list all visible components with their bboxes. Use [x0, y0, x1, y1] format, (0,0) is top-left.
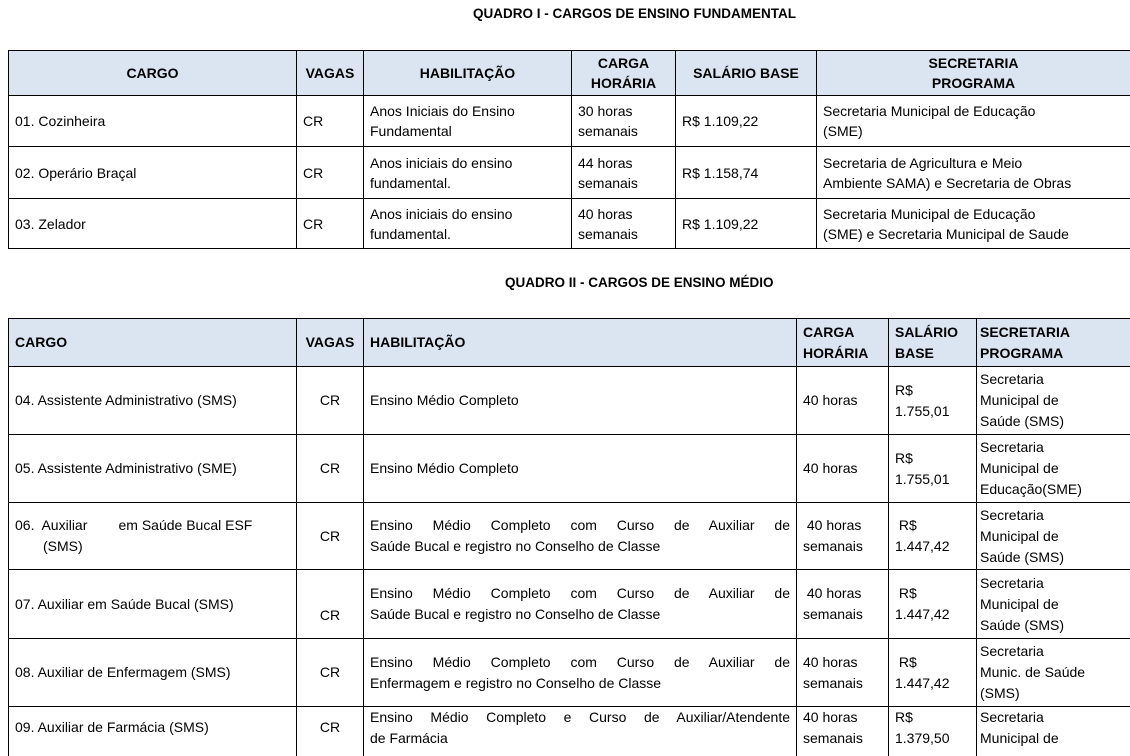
- header-text: HORÁRIA: [803, 344, 869, 361]
- cell-text: Secretaria: [980, 709, 1044, 725]
- cell-text: semanais: [578, 174, 638, 191]
- table-row: [9, 503, 1130, 570]
- col-header-carga-horaria: [572, 51, 676, 96]
- cell-text: (SME) e Secretaria Municipal de Saude: [823, 225, 1069, 242]
- cell-habilitacao: [364, 503, 797, 570]
- cell-vagas: CR: [297, 96, 364, 147]
- cell-salario: R$ 1.158,74: [676, 147, 817, 199]
- cell-vagas: CR: [297, 367, 364, 435]
- cell-text: 1.755,01: [895, 470, 950, 487]
- cell-text: Secretaria: [980, 439, 1044, 455]
- cell-habilitacao: [364, 707, 797, 756]
- cell-cargo: [9, 503, 297, 570]
- cell-carga: [797, 570, 889, 639]
- cell-text: semanais: [803, 730, 863, 746]
- cell-secretaria: [977, 367, 1130, 435]
- cell-text: Educação(SME): [980, 481, 1082, 497]
- table-row: [9, 639, 1130, 707]
- header-text: PROGRAMA: [931, 75, 1016, 91]
- cell-text: 40 horas: [803, 585, 862, 601]
- col-header-secretaria: [817, 51, 1130, 96]
- cell-text: R$: [895, 653, 917, 670]
- cell-cargo: [9, 367, 297, 435]
- cell-secretaria: [977, 639, 1130, 707]
- cell-text: Ensino Médio Completo com Curso de Auxiliar de: [370, 517, 790, 533]
- cell-habilitacao: Ensino Médio Completo: [364, 367, 797, 435]
- cell-text: de Farmácia: [370, 730, 448, 746]
- quadro2-table: [8, 318, 1130, 756]
- col-header-vagas: VAGAS: [297, 319, 364, 367]
- cell-carga: [572, 147, 676, 199]
- quadro2-title: QUADRO II - CARGOS DE ENSINO MÉDIO: [505, 275, 774, 290]
- cell-text: fundamental.: [370, 174, 451, 191]
- col-header-salario-base: SALÁRIO BASE: [676, 51, 817, 96]
- table-row: [9, 707, 1130, 756]
- cell-text: Enfermagem e registro no Conselho de Classe: [370, 674, 662, 691]
- cell-habilitacao: [364, 639, 797, 707]
- cell-text: 1.447,42: [895, 674, 950, 691]
- cell-text: semanais: [803, 538, 863, 554]
- cell-salario: [889, 503, 977, 570]
- cell-text: R$: [895, 709, 913, 725]
- cell-text: 09. Auxiliar de Farmácia (SMS): [15, 719, 209, 735]
- cell-text: 40 horas: [803, 709, 858, 725]
- cell-text: 06. Auxiliar em Saúde Bucal ESF: [15, 517, 253, 533]
- cell-secretaria: [977, 707, 1130, 756]
- cell-text: Municipal de: [980, 392, 1059, 408]
- header-text: CARGA: [803, 323, 855, 340]
- table-row: [9, 435, 1130, 503]
- cell-text: Saúde (SMS): [980, 548, 1065, 565]
- cell-text: Municipal de: [980, 595, 1059, 612]
- cell-text: fundamental.: [370, 225, 451, 242]
- cell-habilitacao: [364, 199, 572, 249]
- cell-vagas: CR: [297, 147, 364, 199]
- cell-text: R$: [895, 585, 917, 601]
- cell-text: (SME): [823, 123, 863, 139]
- table-row: [9, 570, 1130, 639]
- cell-carga: [797, 639, 889, 707]
- cell-text: Municipal de: [980, 527, 1059, 544]
- cell-text: Secretaria de Agricultura e Meio: [823, 154, 1023, 171]
- col-header-vagas: VAGAS: [297, 51, 364, 96]
- cell-secretaria: [817, 199, 1130, 249]
- cell-text: Ensino Médio Completo com Curso de Auxiliar de: [370, 585, 790, 601]
- cell-habilitacao: [364, 147, 572, 199]
- cell-text: Anos iniciais do ensino: [370, 154, 513, 171]
- table-row: [9, 199, 1130, 249]
- cell-carga: [797, 707, 889, 756]
- cell-secretaria: [977, 435, 1130, 503]
- cell-text: Fundamental: [370, 123, 452, 139]
- cell-text: Ensino Médio Completo e Curso de Auxiliar/Atendente: [370, 709, 790, 725]
- cell-text: Municipal de: [980, 730, 1059, 746]
- cell-carga: 40 horas: [797, 367, 889, 435]
- header-text: SECRETARIA: [980, 323, 1070, 340]
- cell-text: 44 horas: [578, 154, 633, 171]
- cell-text: Ambiente SAMA) e Secretaria de Obras: [823, 174, 1072, 191]
- header-text: SALÁRIO: [895, 323, 958, 340]
- col-header-habilitacao: HABILITAÇÃO: [364, 319, 797, 367]
- col-header-carga-horaria: [797, 319, 889, 367]
- cell-cargo: 01. Cozinheira: [9, 96, 297, 147]
- cell-text: Secretaria Municipal de Educação: [823, 205, 1036, 222]
- cell-text: 1.447,42: [895, 538, 950, 554]
- cell-cargo: [9, 435, 297, 503]
- table-row: [9, 147, 1130, 199]
- cell-text: Municipal de: [980, 460, 1059, 476]
- cell-salario: [889, 707, 977, 756]
- cell-text: Saúde Bucal e registro no Conselho de Classe: [370, 606, 661, 622]
- cell-text: 1.379,50: [895, 730, 950, 746]
- cell-text: 08. Auxiliar de Enfermagem (SMS): [15, 664, 231, 680]
- cell-salario: R$ 1.109,22: [676, 96, 817, 147]
- cell-text: Saúde (SMS): [980, 413, 1065, 429]
- cell-text: (SMS): [980, 685, 1020, 701]
- header-text: BASE: [895, 344, 934, 361]
- cell-secretaria: [977, 570, 1130, 639]
- cell-text: 40 horas: [578, 205, 633, 222]
- quadro2-header-row: [9, 319, 1130, 367]
- col-header-cargo: CARGO: [9, 51, 297, 96]
- cell-secretaria: [817, 96, 1130, 147]
- cell-text: semanais: [803, 674, 863, 691]
- cell-salario: [889, 639, 977, 707]
- cell-vagas: CR: [297, 199, 364, 249]
- cell-salario: [889, 367, 977, 435]
- quadro1-title: QUADRO I - CARGOS DE ENSINO FUNDAMENTAL: [473, 6, 796, 21]
- cell-text: R$: [895, 381, 913, 398]
- cell-text: semanais: [578, 123, 638, 139]
- cell-text: Secretaria Municipal de Educação: [823, 103, 1036, 119]
- cell-text: Saúde (SMS): [980, 616, 1065, 633]
- cell-text: Secretaria: [980, 371, 1044, 387]
- cell-text: (SMS): [43, 538, 83, 554]
- cell-salario: R$ 1.109,22: [676, 199, 817, 249]
- cell-salario: [889, 435, 977, 503]
- header-text: CARGA: [597, 55, 650, 71]
- cell-habilitacao: Ensino Médio Completo: [364, 435, 797, 503]
- cell-vagas: CR: [297, 707, 364, 756]
- cell-text: 07. Auxiliar em Saúde Bucal (SMS): [15, 595, 234, 612]
- cell-text: 1.755,01: [895, 402, 950, 419]
- cell-text: Anos iniciais do ensino: [370, 205, 513, 222]
- quadro1-header-row: [9, 51, 1130, 96]
- cell-secretaria: [977, 503, 1130, 570]
- cell-vagas: CR: [297, 503, 364, 570]
- cell-cargo: 02. Operário Braçal: [9, 147, 297, 199]
- cell-text: R$: [895, 449, 913, 466]
- cell-text: semanais: [578, 225, 638, 242]
- cell-text: 05. Assistente Administrativo (SME): [15, 460, 237, 476]
- cell-habilitacao: [364, 570, 797, 639]
- cell-carga: [797, 503, 889, 570]
- cell-cargo: 03. Zelador: [9, 199, 297, 249]
- cell-cargo: [9, 707, 297, 756]
- cell-vagas: CR: [297, 570, 364, 639]
- cell-text: 40 horas: [803, 517, 862, 533]
- cell-text: 30 horas: [578, 103, 633, 119]
- cell-text: Ensino Médio Completo com Curso de Auxiliar de: [370, 653, 790, 670]
- cell-carga: 40 horas: [797, 435, 889, 503]
- cell-text: Secretaria: [980, 574, 1044, 591]
- cell-cargo: [9, 639, 297, 707]
- col-header-cargo: CARGO: [9, 319, 297, 367]
- cell-secretaria: [817, 147, 1130, 199]
- cell-text: 1.447,42: [895, 606, 950, 622]
- header-text: SECRETARIA: [928, 55, 1019, 71]
- cell-text: Secretaria: [980, 643, 1044, 659]
- col-header-salario-base: [889, 319, 977, 367]
- cell-text: Secretaria: [980, 506, 1044, 523]
- header-text: HORÁRIA: [590, 75, 657, 91]
- cell-text: Anos Iniciais do Ensino: [370, 103, 515, 119]
- cell-text: R$: [895, 517, 917, 533]
- cell-habilitacao: [364, 96, 572, 147]
- header-text: PROGRAMA: [980, 344, 1064, 361]
- quadro1-table: [8, 50, 1130, 249]
- cell-text: Munic. de Saúde: [980, 664, 1086, 680]
- cell-text: Saúde Bucal e registro no Conselho de Classe: [370, 538, 661, 554]
- col-header-secretaria: [977, 319, 1130, 367]
- cell-salario: [889, 570, 977, 639]
- cell-text: semanais: [803, 606, 863, 622]
- cell-vagas: CR: [297, 639, 364, 707]
- table-row: [9, 367, 1130, 435]
- cell-carga: [572, 96, 676, 147]
- cell-cargo: [9, 570, 297, 639]
- cell-carga: [572, 199, 676, 249]
- col-header-habilitacao: HABILITAÇÃO: [364, 51, 572, 96]
- table-row: [9, 96, 1130, 147]
- cell-text: 04. Assistente Administrativo (SMS): [15, 392, 237, 408]
- cell-vagas: CR: [297, 435, 364, 503]
- cell-text: 40 horas: [803, 653, 858, 670]
